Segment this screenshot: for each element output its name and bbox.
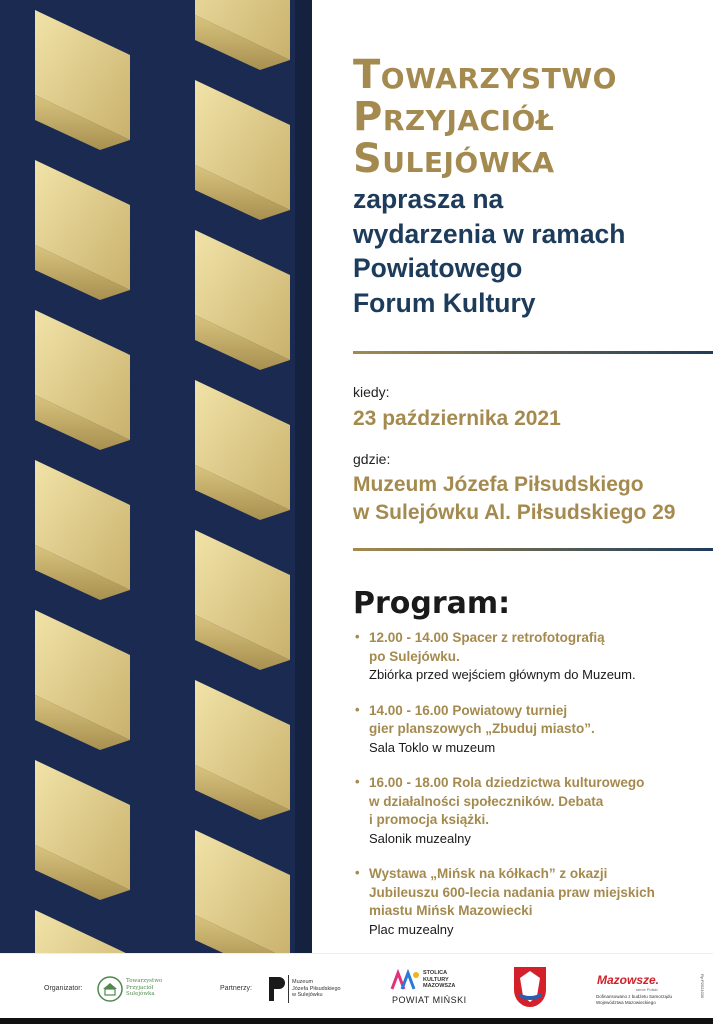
program-item-place: Sala Toklo w muzeum xyxy=(369,739,496,755)
organizer-logo-text xyxy=(126,978,162,998)
museum-logo-divider xyxy=(288,975,289,1003)
program-item xyxy=(355,702,710,758)
bullet-icon: • xyxy=(355,701,360,717)
program-item-title-line: w działalności społeczników. Debata xyxy=(369,793,604,809)
museum-logo-line: Muzeum xyxy=(292,979,314,985)
program-item-title xyxy=(369,702,710,739)
partners-label: Partnerzy: xyxy=(220,985,252,992)
event-location-line: w Sulejówku Al. Piłsudskiego 29 xyxy=(353,501,676,524)
facade-photo xyxy=(0,0,312,953)
tps-house-icon xyxy=(97,976,123,1002)
facade-illustration xyxy=(0,0,312,953)
intro-line: zaprasza na xyxy=(353,184,504,214)
program-item-title-line: po Sulejówku. xyxy=(369,648,460,664)
program-list xyxy=(355,629,710,956)
intro-line: Powiatowego xyxy=(353,253,523,283)
funding-line: Dofinansowano z budżetu Samorządu xyxy=(596,994,673,999)
facade-edge xyxy=(295,0,312,953)
intro-heading xyxy=(353,182,625,320)
organizer-logo-line: Towarzystwo xyxy=(126,978,163,984)
skm-logo-icon xyxy=(390,969,420,993)
program-item-title-line: 14.00 - 16.00 Powiatowy turniej xyxy=(369,702,568,718)
program-item-title xyxy=(369,774,710,830)
museum-logo-line: w Sulejówku xyxy=(292,992,323,998)
program-item-title-line: Wystawa „Mińsk na kółkach” z okazji xyxy=(369,866,608,881)
intro-line: wydarzenia w ramach xyxy=(353,218,626,249)
museum-logo-text xyxy=(292,979,341,999)
program-item xyxy=(355,865,710,939)
skm-logo-text xyxy=(423,970,455,990)
when-label: kiedy: xyxy=(353,384,390,400)
divider-top xyxy=(353,351,713,354)
event-date: 23 października 2021 xyxy=(353,407,561,430)
bullet-icon: • xyxy=(355,865,360,880)
program-item-title xyxy=(369,865,710,921)
program-item-place: Plac muzealny xyxy=(369,921,454,937)
where-label: gdzie: xyxy=(353,451,391,467)
museum-p-logo-icon xyxy=(267,976,287,1002)
organizer-logo-line: Przyjaciół xyxy=(126,984,154,991)
program-title: Program: xyxy=(353,586,511,621)
mazowsze-tagline: serce Polski xyxy=(636,987,658,992)
skm-logo-subtitle: POWIAT MIŃSKI xyxy=(392,995,467,1005)
program-item-title-line: Jubileuszu 600-lecia nadania praw miejskich xyxy=(369,884,655,900)
program-item-title-line: gier planszowych „Zbuduj miasto”. xyxy=(369,721,595,736)
funding-line: Województwa Mazowieckiego xyxy=(596,999,656,1005)
program-item xyxy=(355,629,710,685)
program-item-title-line: miastu Mińsk Mazowiecki xyxy=(369,903,533,918)
organization-name-line: Przyjaciół xyxy=(353,94,555,140)
skm-logo-line: STOLICA xyxy=(423,970,448,976)
divider-bottom xyxy=(353,548,713,551)
program-item-place: Zbiórka przed wejściem głównym do Muzeum. xyxy=(369,667,636,682)
organizer-logo-line: Sulejówka xyxy=(126,991,155,997)
bullet-icon: • xyxy=(355,629,360,644)
bullet-icon: • xyxy=(355,774,360,789)
skm-logo-line: MAZOWSZA xyxy=(423,983,456,989)
print-code-text: Ry:P2021030 xyxy=(700,974,705,999)
footer xyxy=(0,953,713,1025)
program-item-title-line: 16.00 - 18.00 Rola dziedzictwa kulturowego xyxy=(369,775,645,790)
intro-line: Forum Kultury xyxy=(353,287,536,318)
mazowsze-logo-text: Mazowsze. xyxy=(597,973,660,987)
funding-text xyxy=(596,994,672,1005)
program-item-title-line: 12.00 - 14.00 Spacer z retrofotografią xyxy=(369,630,605,645)
coat-of-arms-icon xyxy=(513,966,547,1008)
event-location-line: Muzeum Józefa Piłsudskiego xyxy=(353,473,644,496)
event-location xyxy=(353,471,675,527)
skm-logo-line: KULTURY xyxy=(423,976,449,983)
organizer-label: Organizator: xyxy=(44,985,83,992)
organization-name xyxy=(353,54,617,180)
museum-logo-line: Józefa Piłsudskiego xyxy=(292,985,341,992)
organization-name-line: Towarzystwo xyxy=(353,52,617,98)
program-item-place: Salonik muzealny xyxy=(369,830,471,846)
program-item-title xyxy=(369,629,710,666)
program-item xyxy=(355,774,710,848)
program-item-title-line: i promocja książki. xyxy=(369,812,490,827)
bottom-edge-bar xyxy=(0,1018,713,1024)
organization-name-line: Sulejówka xyxy=(353,136,555,182)
